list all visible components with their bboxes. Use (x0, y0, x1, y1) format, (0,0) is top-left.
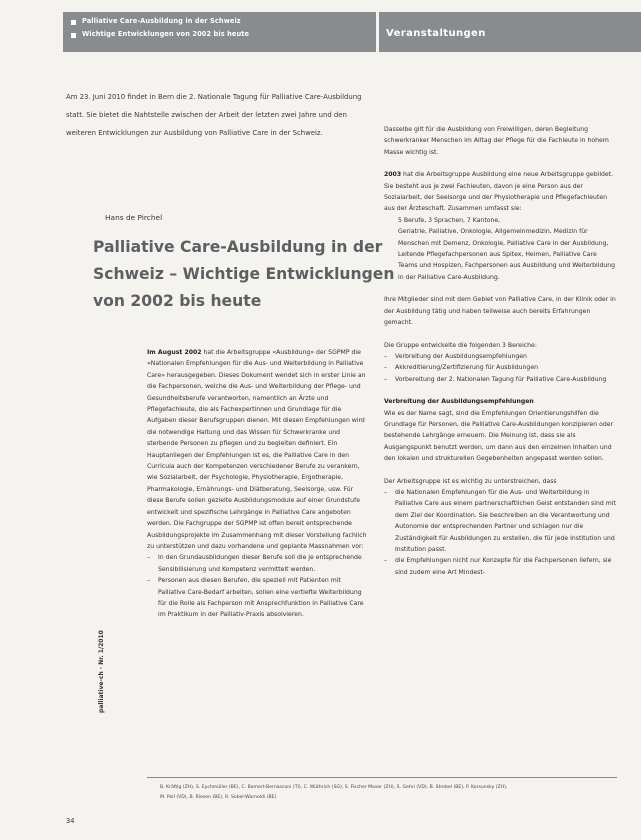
footnote-line-1: B. Kräftig (ZH), S. Eychmüller (BE), C. Bamert-Bernasconi (TI), C. Wüthrich (SG), S. Fischer Moser (ZH), S. Gehri (VD), B. Strebel (BE), P. Korsunsky (ZH), (160, 785, 508, 790)
dash-icon: – (384, 375, 388, 383)
dash-icon: – (384, 352, 388, 360)
paragraph: Die Gruppe entwickelte die folgenden 3 Bereiche: (384, 341, 537, 349)
footnote-line-2: M. Poll (VD), B. Riesen (BE), R. Sobel-Warnoldi (BE) (160, 794, 277, 800)
article-title (93, 234, 395, 315)
header-line-1: Palliative Care-Ausbildung in der Schweiz (82, 17, 241, 25)
list-item: – Vorbereitung der 2. Nationalen Tagung für Palliative Care-Ausbildung (384, 374, 616, 385)
list-item: – Personen aus diesen Berufen, die speziell mit Patienten mit Palliative Care-Bedarf arbeiten, sollen eine vertiefte Weiterbildung für die Rolle als Fachperson mit Ansprechfunktion in Palliative Care im Praktikum in der Palliativ-Praxis absolvieren. (147, 577, 364, 619)
paragraph: Im August 2002 hat die Arbeitsgruppe «Ausbildung» der SGPMP die «Nationalen Empfehlungen für die Aus- und Weiterbildung in Palliative Care» herausgegeben. Dieses Dokument wendet sich in erster Linie an die Fachpersonen, welche die Aus- und Weiterbildung der Pflege- und Gesundheitsberufe verantworten, namentlich an Ärzte und Pflegefachleute, die als Fachexpertinnen und Grundlage für die Aufgaben dieser Berufsgruppen dienen. Mit diesen Empfehlungen wird die notwendige Haltung und das Wissen für Schwerkranke und sterbende Personen zu pflegen und zu begleiten definiert. Ein Hauptanliegen der Empfehlungen ist es, die Palliative Care in den Curricula auch der Kompetenzen verschiedener Berufe zu verankern, wie Sozialarbeit, der Psychologie, Physiotherapie, Ergotherapie, Pharmakologie, Ernährungs- und Diätberatung, Seelsorge, usw. Für diese Berufe sollen gezielte Ausbildungsmodule auf einer Grundstufe entwickelt und spezifische Lehrgänge in Palliative Care angeboten werden. Die Fachgruppe der SGPMP ist offen bereit entsprechende Ausbildungsprojekte im Zusammenhang mit dieser Vorstellung fachlich zu unterstützen und dazu vorhandene und geplante Massnahmen vor: (147, 349, 367, 550)
header-bullet-icon (71, 20, 76, 25)
dash-icon: – (384, 364, 388, 372)
list-item: – die Empfehlungen nicht nur Konzepte für die Fachpersonen liefern, sie sind zudem eine Art Mindest- (384, 557, 612, 576)
title-line-1: Palliative Care-Ausbildung in der (93, 238, 383, 256)
list-item: – In den Grundausbildungen dieser Berufe soll die je entsprechende Sensibilisierung und Kompetenz vermittelt werden. (147, 554, 362, 573)
header-line-2: Wichtige Entwicklungen von 2002 bis heute (82, 30, 250, 38)
paragraph: Der Arbeitsgruppe ist es wichtig zu unterstreichen, dass (384, 477, 557, 485)
list-item: 5 Berufe, 3 Sprachen, 7 Kantone, (398, 216, 501, 224)
header-bullet-icon (71, 33, 76, 38)
paragraph: Dasselbe gilt für die Ausbildung von Freiwilligen, deren Begleitung schwerkranker Menschen im Alltag der Pflege für die Fachleute in hohem Masse wichtig ist. (384, 126, 609, 156)
title-line-2: Schweiz – Wichtige Entwicklungen (93, 265, 395, 283)
header-section-title: Veranstaltungen (386, 28, 486, 39)
list-item: – Akkreditierung/Zertifizierung für Ausbildungen (384, 362, 616, 373)
paragraph: 2003 hat die Arbeitsgruppe Ausbildung eine neue Arbeitsgruppe gebildet. Sie besteht aus je zwei Fachleuten, davon je eine Person aus der Sozialarbeit, der Seelsorge und der Physiotherapie und Pflegefachleuten aus der Ärzteschaft. Zusammen umfasst sie: (384, 171, 614, 213)
list-item: – Verbreitung der Ausbildungsempfehlungen (384, 351, 616, 362)
lead-in: Im August 2002 (147, 349, 202, 356)
list-item: Leitende Pflegefachpersonen aus Spitex, Heimen, Palliative Care Teams und Hospizen, Fachpersonen aus Ausbildung und Weiterbildung in der Palliative Care-Ausbildung. (398, 251, 616, 281)
footnote-rule (147, 777, 617, 778)
list-item: – die Nationalen Empfehlungen für die Aus- und Weiterbildung in Palliative Care aus einem partnerschaftlichen Geist entstanden sind mit dem Ziel der Koordination. Sie beschreiben an die Verantwortung und Autonomie der entsprechenden Partner und schlagen nur die Zuständigkeit für Ausbildungen zu erstellen, die für jede Institution und Institution passt. (384, 488, 616, 553)
footnote (160, 783, 590, 802)
dash-icon: – (384, 488, 388, 496)
paragraph: Ihre Mitglieder sind mit dem Gebiet von Palliative Care, in der Klinik oder in der Ausbildung tätig und haben teilweise auch bereits Erfahrungen gemacht. (384, 296, 616, 327)
bullet-icon: – (147, 554, 151, 562)
header-separator (376, 12, 379, 52)
page-number: 34 (66, 817, 75, 825)
title-line-3: von 2002 bis heute (93, 292, 262, 310)
author-name: Hans de Pirchel (105, 213, 163, 222)
body-column-right (384, 124, 616, 578)
list-item: Geriatrie, Palliative, Onkologie, Allgemeinmedizin, Medizin für Menschen mit Demenz, Onkologie, Palliative Care in der Ausbildung, (398, 228, 609, 247)
intro-paragraph: Am 23. Juni 2010 findet in Bern die 2. Nationale Tagung für Palliative Care-Ausbildung statt. Sie bietet die Nahtstelle zwischen der Arbeit der letzten zwei Jahre und den weiteren Entwicklungen zur Ausbildung von Palliative Care in der Schweiz. (66, 93, 362, 137)
subheading: Verbreitung der Ausbildungsempfehlungen (384, 398, 534, 406)
lead-in: 2003 (384, 171, 402, 179)
paragraph: Wie es der Name sagt, sind die Empfehlungen Orientierungshilfen die Grundlage für Personen, die Palliative Care-Ausbildungen konzipieren oder bestehende Lehrgänge erneuern. Die Meinung ist, dass sie als Ausgangspunkt benutzt werden, um dann aus den einzelnen Inhalten und den lokalen und strukturellen Gegebenheiten angepasst werden sollen. (384, 409, 614, 463)
dash-icon: – (384, 557, 388, 565)
journal-vertical-label: palliative-ch · Nr. 1/2010 (98, 630, 105, 713)
body-column-left (147, 347, 369, 621)
bullet-icon: – (147, 577, 151, 585)
